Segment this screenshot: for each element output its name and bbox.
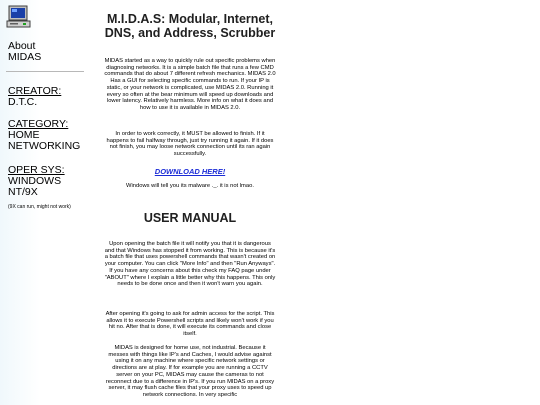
sidebar — [0, 0, 92, 405]
download-link[interactable]: DOWNLOAD HERE! — [154, 167, 226, 176]
nav-about[interactable] — [8, 41, 41, 63]
category-value: HOME — [8, 129, 40, 141]
opersys-section — [8, 165, 65, 198]
opersys-heading: OPER SYS: — [8, 164, 65, 176]
creator-value: D.T.C. — [8, 96, 38, 108]
creator-heading: CREATOR: — [8, 85, 62, 97]
manual-paragraph: After opening it's going to ask for admin access for the script. This allows it to execute Powershell scripts and likely won't work if you hit no. After that is done, it will execute its commands and close itself. — [105, 311, 275, 338]
work-paragraph: In order to work correctly, it MUST be allowed to finish. If it happens to fail halfway through, just try running it again. If it does not finish, you may loose network connection until its ran again successfully. — [106, 131, 274, 158]
sidebar-divider — [6, 71, 84, 72]
opersys-value: NT/9X — [8, 186, 38, 198]
category-value: NETWORKING — [8, 140, 81, 152]
manual-paragraph: MIDAS is designed for home use, not industrial. Because it messes with things like IP's and Caches, I would advise against using it on any machine where specific network settings or directions are at play. If for example you are running a CCTV server on your PC, MIDAS may cause the cameras to not reconnect due to a difference in IP's. If you run MIDAS on a proxy server, it may flush cache files that your proxy uses to speed up network connections. In very specific — [105, 345, 275, 398]
malware-note: Windows will tell you its malware ._. it is not lmao. — [126, 183, 254, 189]
page-title: M.I.D.A.S: Modular, Internet, DNS, and Address, Scrubber — [104, 12, 276, 40]
user-manual-heading: USER MANUAL — [143, 211, 237, 225]
manual-paragraph: Upon opening the batch file it will notify you that it is dangerous and that Windows has stopped it from working. This is because it's a batch file that uses powershell commands that wasn't created on your computer. You can click "More Info" and then "Run Anyways". If you have any concerns about this check my FAQ page under "ABOUT" where I explain a little better why this happens. This only needs to be done once and then it won't warn you again. — [104, 241, 276, 288]
nav-about-label[interactable]: About — [8, 40, 36, 52]
creator-section — [8, 86, 61, 108]
nav-midas-label[interactable]: MIDAS — [8, 51, 42, 63]
opersys-note: (9X can run, might not work) — [8, 204, 71, 210]
opersys-value: WINDOWS — [8, 175, 62, 187]
computer-icon[interactable] — [6, 5, 32, 29]
category-section — [8, 119, 80, 152]
category-heading: CATEGORY: — [8, 118, 69, 130]
main-content — [100, 0, 280, 405]
intro-paragraph: MIDAS started as a way to quickly rule out specific problems when diagnosing networks. It is a simple batch file that runs a few CMD commands that do about 7 different refresh mechanics. MIDAS 2.0 Has a GUI for selecting specific commands to run. If your IP is static, or your network is complicated, use MIDAS 2.0. Running it every so often at the bear minimum will speed up downloads and lower latency. Relatively harmless. More info on what it does and how to use it is available in MIDAS 2.0. — [104, 58, 276, 111]
